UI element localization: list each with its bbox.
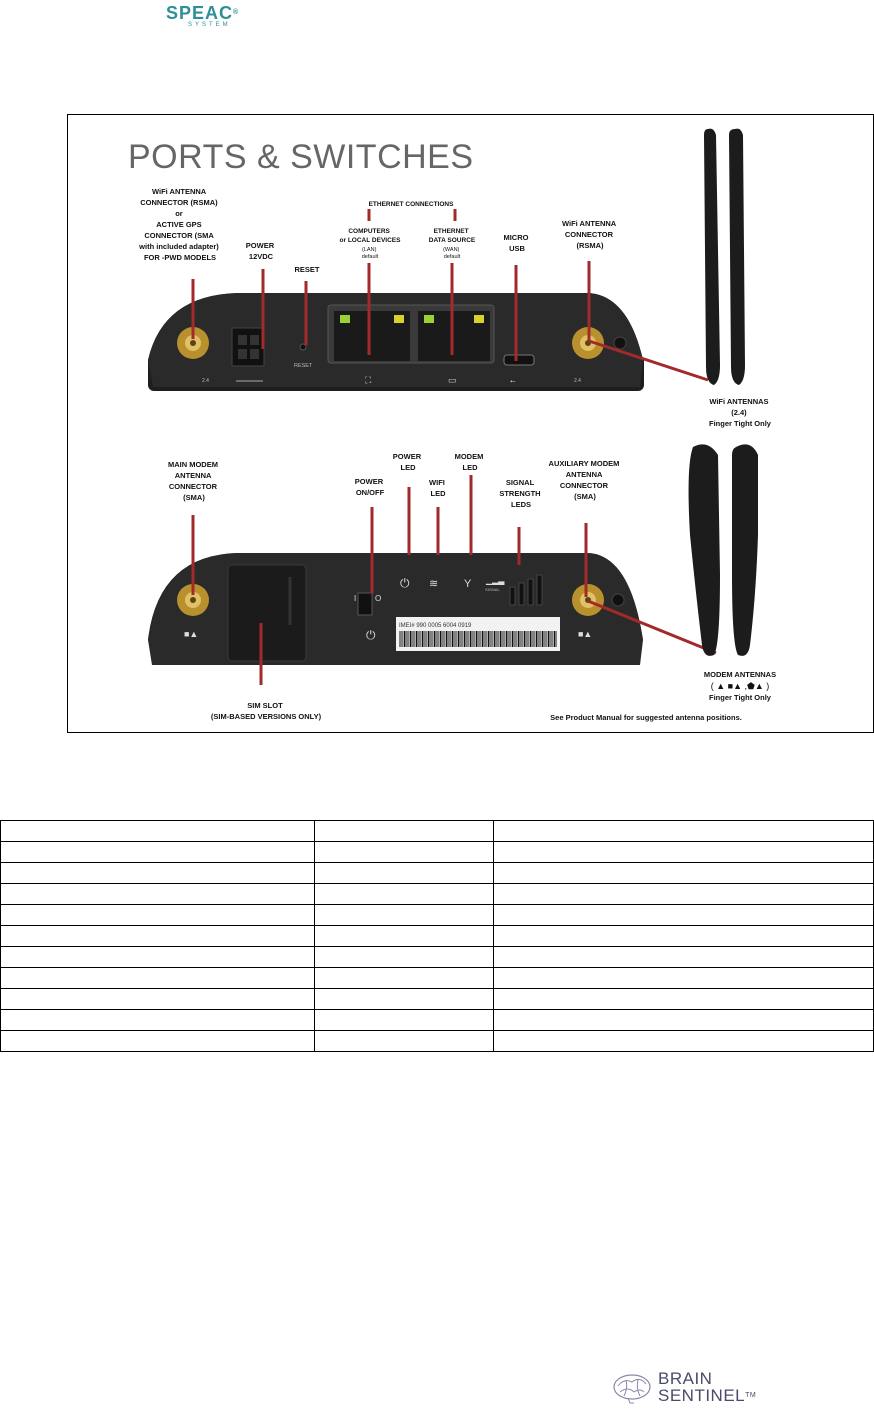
power-on-mark: I <box>354 594 357 603</box>
table-cell <box>314 821 494 842</box>
power-switch <box>358 593 372 615</box>
label-wan: ETHERNET DATA SOURCE <box>428 228 476 244</box>
table-row <box>1 989 874 1010</box>
label-power-led: POWER LED <box>392 452 422 472</box>
table-row <box>1 821 874 842</box>
label-wifi-gps-connector: WiFi ANTENNA CONNECTOR (RSMA) or ACTIVE GPS CONNECTOR (SMA with included adapter) FOR -PWD MODELS <box>139 187 219 262</box>
brain-sentinel-line2: SENTINEL™ <box>658 1386 757 1405</box>
router-front-panel <box>148 553 643 665</box>
wifi-antennas <box>704 129 745 385</box>
modem-antennas <box>689 444 758 656</box>
signal-word: SIGNAL <box>485 587 500 592</box>
table-cell <box>494 1031 874 1052</box>
table-cell <box>314 968 494 989</box>
label-aux-modem: AUXILIARY MODEM ANTENNA CONNECTOR (SMA) <box>548 459 620 501</box>
wan-icon: ▭ <box>448 375 457 385</box>
imei-number: IMEI# 990 0005 6004 0919 <box>399 623 472 629</box>
table-row <box>1 905 874 926</box>
table-row <box>1 1031 874 1052</box>
ports-switches-illustration <box>68 115 874 733</box>
left-connector-mark: 2.4 <box>202 378 209 384</box>
table-cell <box>1 968 315 989</box>
label-main-modem: MAIN MODEM ANTENNA CONNECTOR (SMA) <box>167 460 218 502</box>
label-lan-sub: (LAN) default <box>361 247 379 260</box>
label-wifi-led: WIFI LED <box>429 478 446 498</box>
label-power-onoff: POWER ON/OFF <box>354 477 385 497</box>
power-off-mark: O <box>375 594 382 603</box>
label-reset: RESET <box>294 265 320 274</box>
label-signal-leds: SIGNAL STRENGTH LEDS <box>499 478 541 509</box>
label-modem-led: MODEM LED <box>454 452 484 472</box>
spec-table <box>0 820 874 1052</box>
table-cell <box>314 926 494 947</box>
label-sim-slot: SIM SLOT (SIM-BASED VERSIONS ONLY) <box>210 701 322 721</box>
speac-system-logo <box>166 4 262 30</box>
table-cell <box>314 947 494 968</box>
reset-mark: RESET <box>294 363 313 369</box>
figure-title: PORTS & SWITCHES <box>128 138 474 176</box>
table-cell <box>494 905 874 926</box>
table-cell <box>314 863 494 884</box>
modem-antenna-shape-icons: ( ▲ ■▲ ,⬟▲ ) <box>710 681 770 691</box>
table-cell <box>1 842 315 863</box>
table-cell <box>314 905 494 926</box>
brain-sentinel-logo <box>612 1370 788 1408</box>
sim-slot-cover <box>228 565 306 661</box>
router-rear-panel <box>148 293 644 391</box>
label-wifi-rsma: WiFi ANTENNA CONNECTOR (RSMA) <box>561 219 616 250</box>
table-cell <box>494 989 874 1010</box>
label-modem-antennas-tight: Finger Tight Only <box>709 693 771 702</box>
table-cell <box>1 1010 315 1031</box>
speac-logo-text: SPEAC® <box>166 3 240 23</box>
label-ethernet-connections: ETHERNET CONNECTIONS <box>368 201 454 208</box>
table-cell <box>314 884 494 905</box>
table-cell <box>314 842 494 863</box>
table-row <box>1 884 874 905</box>
right-connector-mark: 2.4 <box>574 378 581 384</box>
table-cell <box>1 821 315 842</box>
power-switch-icon: ⏻ <box>366 628 376 642</box>
wifi-led-icon: ≋ <box>429 578 439 590</box>
brain-sentinel-line1: BRAIN <box>658 1369 713 1388</box>
table-row <box>1 968 874 989</box>
table-cell <box>314 1010 494 1031</box>
lan-icon: ⛶ <box>365 375 372 385</box>
table-cell <box>494 821 874 842</box>
table-cell <box>494 863 874 884</box>
signal-led-icon: ▁▂▃ <box>486 576 505 585</box>
table-cell <box>1 947 315 968</box>
table-cell <box>1 863 315 884</box>
table-cell <box>1 1031 315 1052</box>
figure-footnote: See Product Manual for suggested antenna positions. <box>550 713 742 722</box>
label-wifi-antennas: WiFi ANTENNAS (2.4) Finger Tight Only <box>709 397 771 428</box>
aux-modem-shape-icons: ■▲ <box>578 629 593 639</box>
table-cell <box>314 989 494 1010</box>
main-modem-shape-icons: ■▲ <box>184 629 199 639</box>
label-wan-sub: (WAN) default <box>443 247 461 260</box>
table-cell <box>494 926 874 947</box>
table-row <box>1 863 874 884</box>
speac-logo-subtext: SYSTEM <box>188 22 231 28</box>
table-cell <box>494 947 874 968</box>
label-lan: COMPUTERS or LOCAL DEVICES <box>339 228 401 244</box>
brain-icon <box>612 1372 652 1404</box>
table-cell <box>494 1010 874 1031</box>
imei-barcode <box>399 631 557 647</box>
table-cell <box>1 884 315 905</box>
power-12vdc-port <box>232 328 264 366</box>
table-cell <box>1 926 315 947</box>
label-modem-antennas: MODEM ANTENNAS <box>703 670 777 679</box>
label-micro-usb: MICRO USB <box>503 233 529 253</box>
table-row <box>1 842 874 863</box>
label-power-12vdc: POWER 12VDC <box>245 241 275 261</box>
table-cell <box>494 884 874 905</box>
table-row <box>1 947 874 968</box>
table-cell <box>494 842 874 863</box>
table-row <box>1 926 874 947</box>
modem-led-icon: Y <box>464 578 472 590</box>
table-cell <box>1 989 315 1010</box>
power-led-icon: ⏻ <box>400 576 410 590</box>
micro-usb-port <box>504 355 534 365</box>
table-cell <box>1 905 315 926</box>
ports-switches-figure <box>67 114 874 733</box>
usb-icon: ⭠ <box>510 378 516 385</box>
table-row <box>1 1010 874 1031</box>
table-cell <box>494 968 874 989</box>
table-cell <box>314 1031 494 1052</box>
